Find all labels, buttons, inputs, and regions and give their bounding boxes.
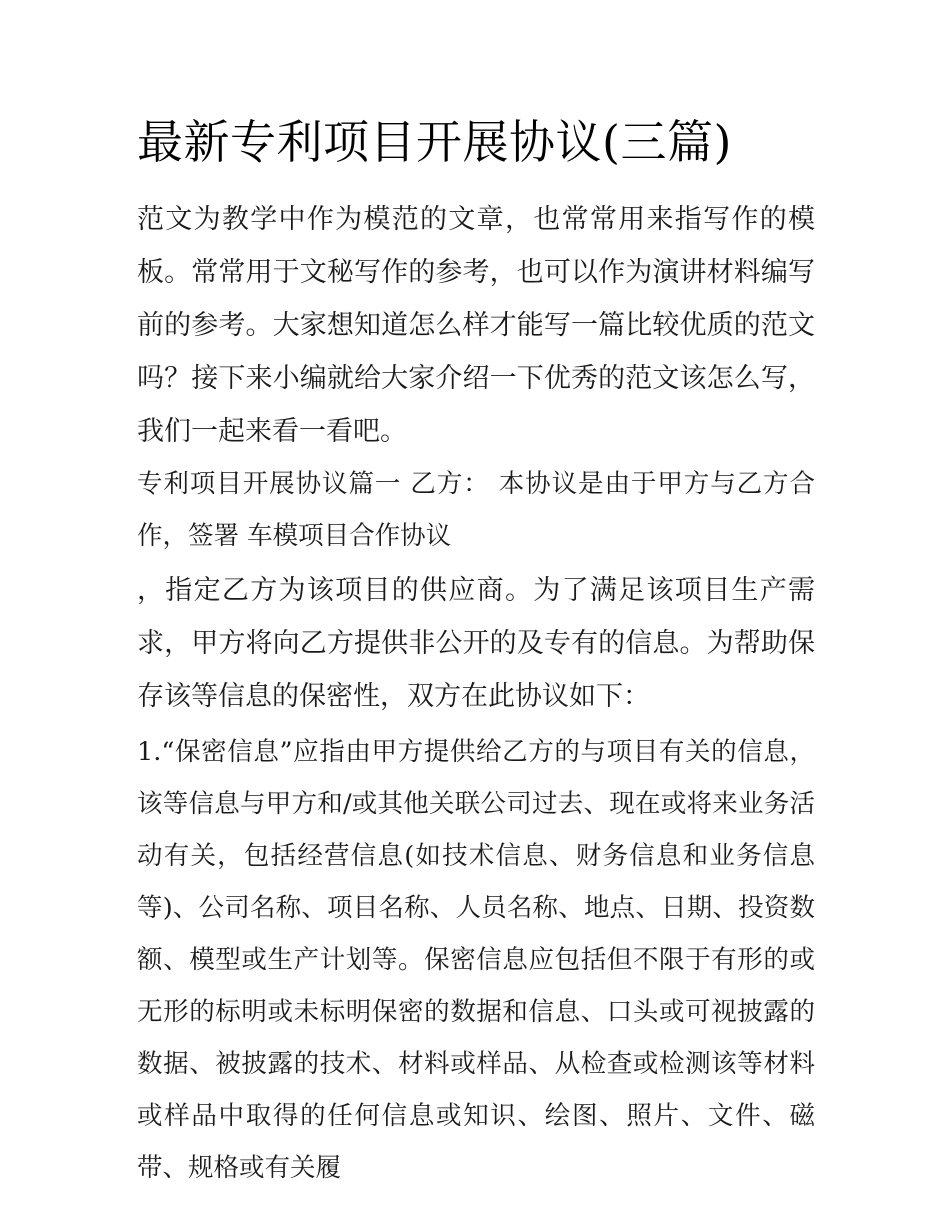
document-text-column (137, 0, 815, 1194)
page-title: 最新专利项目开展协议(三篇) (137, 115, 732, 169)
paragraph-preamble: ，指定乙方为该项目的供应商。为了满足该项目生产需求，甲方将向乙方提供非公开的及专有的信息。为帮助保存该等信息的保密性，双方在此协议如下： (137, 575, 815, 712)
paragraph-section-heading: 专利项目开展协议篇一 乙方： 本协议是由于甲方与乙方合作，签署 车模项目合作协议 (137, 469, 815, 551)
paragraph-clause-1: 1.“保密信息”应指由甲方提供给乙方的与项目有关的信息，该等信息与甲方和/或其他关联公司过去、现在或将来业务活动有关，包括经营信息(如技术信息、财务信息和业务信息等)、公司名称、项目名称、人员名称、地点、日期、投资数额、模型或生产计划等。保密信息应包括但不限于有形的或无形的标明或未标明保密的数据和信息、口头或可视披露的数据、被披露的技术、材料或样品、从检查或检测该等材料或样品中取得的任何信息或知识、绘图、照片、文件、磁带、规格或有关履 (137, 737, 815, 1183)
paragraph-intro: 范文为教学中作为模范的文章，也常常用来指写作的模板。常常用于文秘写作的参考，也可以作为演讲材料编写前的参考。大家想知道怎么样才能写一篇比较优质的范文吗？接下来小编就给大家介绍一下优秀的范文该怎么写，我们一起来看一看吧。 (137, 204, 815, 447)
